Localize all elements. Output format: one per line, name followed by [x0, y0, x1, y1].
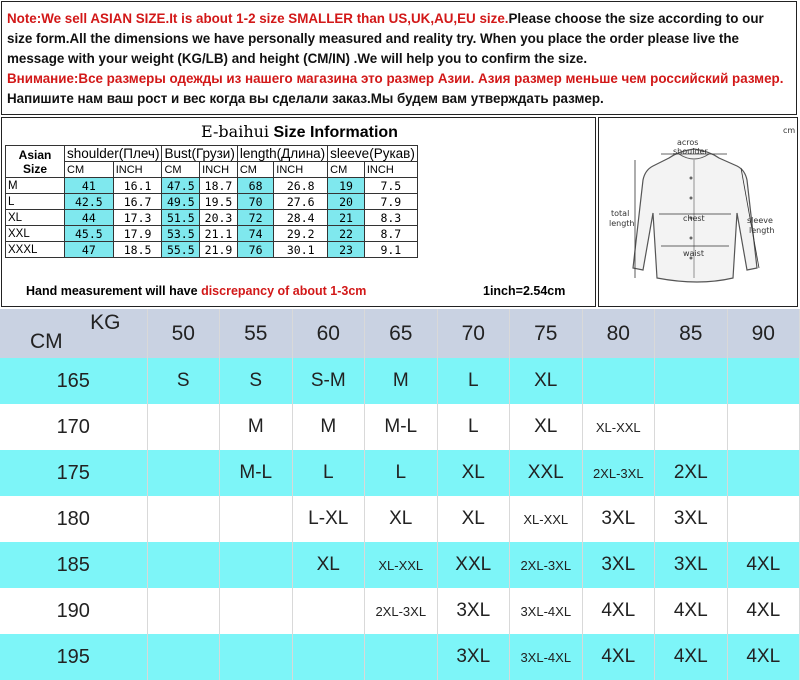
notice-warning-ru: Внимание:Все размеры одежды из нашего магазина это размер Азии. Азия размер меньше чем российский размер. — [7, 71, 784, 86]
inch-value: 16.1 — [113, 178, 162, 194]
cm-value: 22 — [328, 226, 365, 242]
total-label: total — [611, 209, 630, 218]
size-recommendation: 3XL — [437, 588, 510, 634]
inch-value: 20.3 — [200, 210, 238, 226]
size-recommendation — [147, 404, 220, 450]
waist-label: waist — [683, 249, 704, 258]
cm-value: 72 — [237, 210, 273, 226]
size-recommendation: 2XL-3XL — [510, 542, 583, 588]
size-label: XXL — [6, 226, 65, 242]
weight-header: 65 — [365, 309, 438, 358]
cm-label: CM — [30, 330, 63, 353]
height-value: 165 — [0, 358, 147, 404]
size-recommendation — [727, 358, 800, 404]
height-value: 170 — [0, 404, 147, 450]
unit-inch-header: INCH — [364, 162, 417, 178]
size-recommendation: XL — [510, 358, 583, 404]
size-measurement-table — [5, 145, 418, 258]
inch-value: 19.5 — [200, 194, 238, 210]
cm-value: 49.5 — [162, 194, 200, 210]
size-recommendation: XXL — [437, 542, 510, 588]
inch-value: 7.5 — [364, 178, 417, 194]
size-label: XXXL — [6, 242, 65, 258]
cm-value: 23 — [328, 242, 365, 258]
weight-header: 50 — [147, 309, 220, 358]
height-row — [0, 404, 800, 450]
inch-value: 26.8 — [274, 178, 328, 194]
sleeve-header: sleeve(Рукав) — [328, 146, 418, 162]
size-recommendation: M-L — [365, 404, 438, 450]
across-label: acros — [677, 138, 699, 147]
size-information-panel — [1, 117, 596, 307]
kg-label: KG — [90, 311, 121, 334]
inch-value: 29.2 — [274, 226, 328, 242]
size-recommendation: XXL — [510, 450, 583, 496]
size-recommendation — [147, 496, 220, 542]
size-recommendation: S — [220, 358, 293, 404]
size-information-heading: Size Information — [273, 124, 398, 141]
size-row — [6, 210, 418, 226]
cm-value: 42.5 — [65, 194, 114, 210]
size-notice — [1, 1, 797, 115]
total-length-label: length — [609, 219, 635, 228]
size-recommendation: XL-XXL — [365, 542, 438, 588]
inch-conversion-note: 1inch=2.54cm — [483, 284, 566, 298]
size-recommendation: 3XL — [582, 542, 655, 588]
inch-value: 9.1 — [364, 242, 417, 258]
size-recommendation: XL — [510, 404, 583, 450]
height-value: 175 — [0, 450, 147, 496]
size-recommendation — [365, 634, 438, 680]
unit-cm-header: CM — [65, 162, 114, 178]
inch-value: 21.9 — [200, 242, 238, 258]
height-row — [0, 634, 800, 680]
size-recommendation — [147, 542, 220, 588]
cm-value: 44 — [65, 210, 114, 226]
size-recommendation: 4XL — [655, 588, 728, 634]
size-recommendation: XL-XXL — [510, 496, 583, 542]
brand-name: E-baihui — [201, 122, 270, 141]
unit-inch-header: INCH — [200, 162, 238, 178]
size-recommendation: 3XL-4XL — [510, 634, 583, 680]
size-recommendation — [147, 634, 220, 680]
asian-size-header: Asian Size — [6, 146, 65, 178]
inch-value: 8.7 — [364, 226, 417, 242]
size-recommendation — [220, 542, 293, 588]
size-recommendation: 4XL — [655, 634, 728, 680]
inch-value: 16.7 — [113, 194, 162, 210]
inch-value: 7.9 — [364, 194, 417, 210]
height-value: 185 — [0, 542, 147, 588]
weight-header: 75 — [510, 309, 583, 358]
cm-value: 20 — [328, 194, 365, 210]
notice-instructions-ru: Напишите нам ваш рост и вес когда вы сделали заказ.Мы будем вам утверждать размер. — [7, 91, 604, 106]
size-recommendation: 4XL — [727, 588, 800, 634]
size-information-title — [2, 122, 597, 142]
size-recommendation — [292, 634, 365, 680]
weight-header: 70 — [437, 309, 510, 358]
height-row — [0, 358, 800, 404]
unit-cm-header: CM — [237, 162, 273, 178]
size-label: XL — [6, 210, 65, 226]
height-value: 190 — [0, 588, 147, 634]
size-recommendation: XL-XXL — [582, 404, 655, 450]
size-recommendation: XL — [437, 450, 510, 496]
height-weight-size-table — [0, 309, 800, 680]
sleeve-length-label: length — [749, 226, 775, 235]
size-recommendation: L — [292, 450, 365, 496]
size-label: L — [6, 194, 65, 210]
cm-value: 70 — [237, 194, 273, 210]
size-recommendation: XL — [292, 542, 365, 588]
weight-header: 80 — [582, 309, 655, 358]
size-recommendation — [147, 588, 220, 634]
height-value: 180 — [0, 496, 147, 542]
size-recommendation: 3XL-4XL — [510, 588, 583, 634]
cm-value: 74 — [237, 226, 273, 242]
measurement-disclaimer — [26, 284, 366, 298]
size-recommendation — [655, 404, 728, 450]
shirt-measurement-diagram — [598, 117, 798, 307]
inch-value: 8.3 — [364, 210, 417, 226]
weight-header: 90 — [727, 309, 800, 358]
size-recommendation — [220, 496, 293, 542]
size-recommendation — [220, 634, 293, 680]
size-recommendation: XL — [365, 496, 438, 542]
inch-value: 18.5 — [113, 242, 162, 258]
size-row — [6, 242, 418, 258]
size-recommendation: 3XL — [437, 634, 510, 680]
height-row — [0, 542, 800, 588]
unit-cm-header: CM — [328, 162, 365, 178]
notice-instructions-en: Please choose the size according to our size form.All the dimensions we have personally measured and reality try. When you place the order please live the message with your weight (KG/LB) and height (CM/IN) .We will help you to confirm the size. — [7, 11, 764, 66]
size-recommendation: M — [220, 404, 293, 450]
height-row — [0, 496, 800, 542]
inch-value: 17.3 — [113, 210, 162, 226]
size-recommendation: 4XL — [582, 634, 655, 680]
cm-value: 41 — [65, 178, 114, 194]
cm-value: 51.5 — [162, 210, 200, 226]
cm-value: 76 — [237, 242, 273, 258]
size-row — [6, 178, 418, 194]
length-header: length(Длина) — [237, 146, 327, 162]
height-row — [0, 588, 800, 634]
size-recommendation: 4XL — [582, 588, 655, 634]
size-recommendation: L — [437, 358, 510, 404]
size-recommendation — [292, 588, 365, 634]
weight-header: 85 — [655, 309, 728, 358]
unit-inch-header: INCH — [274, 162, 328, 178]
disclaimer-discrepancy: discrepancy of about 1-3cm — [201, 284, 367, 298]
size-recommendation: 4XL — [727, 542, 800, 588]
height-value: 195 — [0, 634, 147, 680]
size-recommendation: M — [365, 358, 438, 404]
size-recommendation — [727, 404, 800, 450]
bust-header: Bust(Грузи) — [162, 146, 237, 162]
cm-value: 68 — [237, 178, 273, 194]
size-recommendation: XL — [437, 496, 510, 542]
size-recommendation: 3XL — [655, 496, 728, 542]
cm-value: 47.5 — [162, 178, 200, 194]
size-recommendation: 3XL — [582, 496, 655, 542]
inch-value: 28.4 — [274, 210, 328, 226]
inch-value: 27.6 — [274, 194, 328, 210]
weight-header: 55 — [220, 309, 293, 358]
disclaimer-text: Hand measurement will have — [26, 284, 202, 298]
corner-mark: cm — [783, 126, 796, 135]
size-recommendation — [727, 450, 800, 496]
cm-value: 21 — [328, 210, 365, 226]
inch-value: 17.9 — [113, 226, 162, 242]
cm-value: 45.5 — [65, 226, 114, 242]
size-recommendation — [582, 358, 655, 404]
shoulder-header: shoulder(Плеч) — [65, 146, 162, 162]
size-recommendation: 4XL — [727, 634, 800, 680]
size-recommendation: 2XL-3XL — [365, 588, 438, 634]
kg-cm-corner — [0, 309, 147, 358]
size-recommendation: 2XL — [655, 450, 728, 496]
weight-header: 60 — [292, 309, 365, 358]
inch-value: 18.7 — [200, 178, 238, 194]
size-recommendation — [655, 358, 728, 404]
size-row — [6, 226, 418, 242]
sleeve-label: sleeve — [747, 216, 773, 225]
height-row — [0, 450, 800, 496]
chest-label: chest — [683, 214, 705, 223]
size-recommendation: M-L — [220, 450, 293, 496]
inch-value: 30.1 — [274, 242, 328, 258]
inch-value: 21.1 — [200, 226, 238, 242]
size-recommendation — [727, 496, 800, 542]
size-recommendation: L-XL — [292, 496, 365, 542]
size-row — [6, 194, 418, 210]
size-recommendation: 2XL-3XL — [582, 450, 655, 496]
size-recommendation: L — [437, 404, 510, 450]
size-recommendation: L — [365, 450, 438, 496]
cm-value: 47 — [65, 242, 114, 258]
size-recommendation — [220, 588, 293, 634]
notice-warning-en: Note:We sell ASIAN SIZE.It is about 1-2 size SMALLER than US,UK,AU,EU size. — [7, 11, 509, 26]
unit-cm-header: CM — [162, 162, 200, 178]
size-recommendation: 3XL — [655, 542, 728, 588]
size-recommendation: M — [292, 404, 365, 450]
size-recommendation: S-M — [292, 358, 365, 404]
cm-value: 19 — [328, 178, 365, 194]
size-recommendation: S — [147, 358, 220, 404]
unit-inch-header: INCH — [113, 162, 162, 178]
cm-value: 55.5 — [162, 242, 200, 258]
shoulder-label: shoulder — [673, 147, 708, 156]
size-recommendation — [147, 450, 220, 496]
size-label: M — [6, 178, 65, 194]
cm-value: 53.5 — [162, 226, 200, 242]
